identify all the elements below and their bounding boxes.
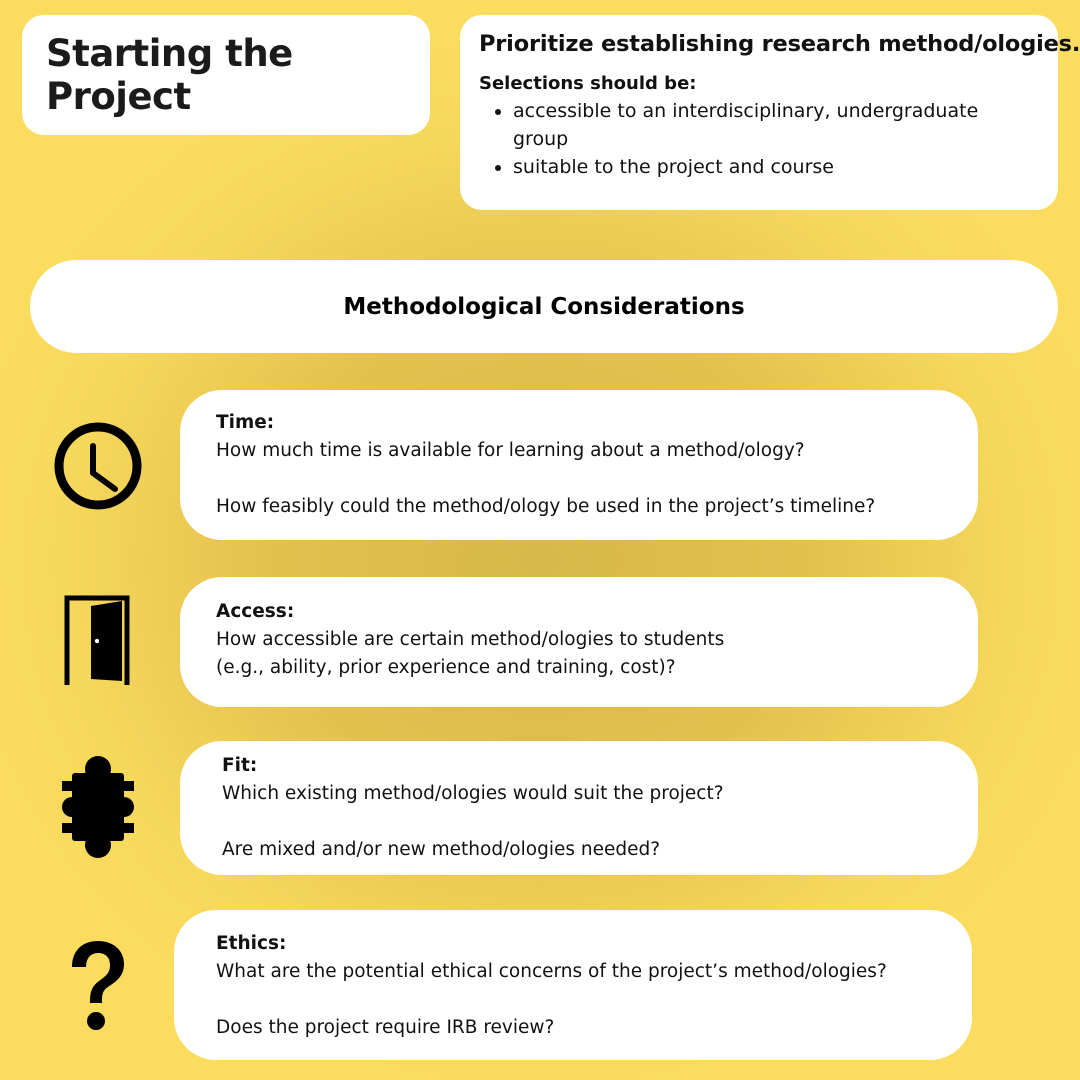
door-icon: [64, 595, 132, 687]
section-header: [30, 260, 1058, 353]
consideration-card-fit: [180, 741, 978, 875]
title-card: [22, 15, 430, 135]
consideration-question: What are the potential ethical concerns of the project’s method/ologies?: [216, 961, 887, 982]
intro-bullet: • suitable to the project and course: [513, 153, 1023, 181]
intro-heading: Prioritize establishing research method/ologies.: [479, 31, 1080, 57]
consideration-card-time: [180, 390, 978, 540]
consideration-label: Ethics:: [216, 933, 287, 954]
intro-card: [460, 15, 1080, 210]
page-title: Starting the Project: [46, 32, 293, 118]
intro-bullet-list: [513, 97, 1023, 181]
consideration-question: Does the project require IRB review?: [216, 1017, 555, 1038]
consideration-label: Fit:: [222, 755, 258, 776]
consideration-label: Access:: [216, 601, 295, 622]
consideration-label: Time:: [216, 412, 275, 433]
question-icon: [60, 935, 134, 1035]
clock-icon: [53, 421, 143, 511]
consideration-question: How much time is available for learning about a method/ology?: [216, 440, 805, 461]
consideration-card-access: [180, 577, 978, 707]
consideration-question: How feasibly could the method/ology be used in the project’s timeline?: [216, 496, 876, 517]
consideration-question: (e.g., ability, prior experience and training, cost)?: [216, 657, 676, 678]
intro-bullet: • accessible to an interdisciplinary, undergraduate group: [513, 97, 1023, 153]
consideration-question: How accessible are certain method/ologies to students: [216, 629, 725, 650]
section-title: Methodological Considerations: [343, 293, 745, 320]
intro-sub-label: Selections should be:: [479, 73, 697, 94]
puzzle-icon: [62, 753, 134, 861]
consideration-question: Which existing method/ologies would suit the project?: [222, 783, 724, 804]
consideration-question: Are mixed and/or new method/ologies needed?: [222, 839, 661, 860]
consideration-card-ethics: [174, 910, 972, 1060]
